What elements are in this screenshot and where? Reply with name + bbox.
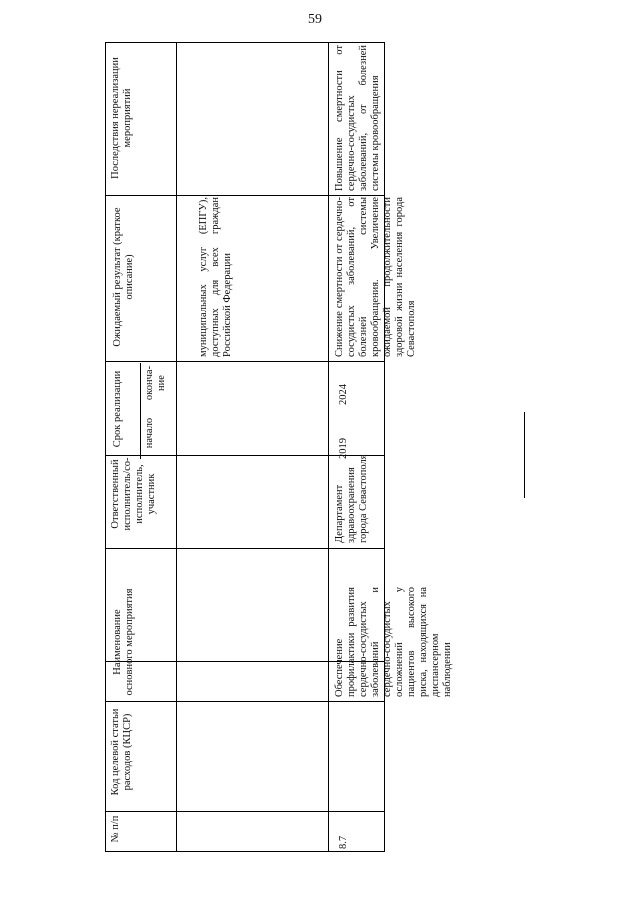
col-sep-consequences bbox=[106, 195, 384, 196]
header-code: Код целевой статьи расходов (КЦСР) bbox=[110, 708, 133, 796]
row-start: 2019 bbox=[338, 438, 349, 459]
header-result: Ожидаемый результат (краткое описание) bbox=[112, 207, 135, 347]
row-end: 2024 bbox=[338, 384, 349, 405]
row-sep-8-7 bbox=[328, 43, 329, 851]
header-term: Срок реализации bbox=[112, 370, 123, 448]
row-num: 8.7 bbox=[338, 835, 349, 849]
continuation-result: муниципальных услуг (ЕПГУ), доступных для всех граждан Российской Федерации bbox=[198, 197, 233, 357]
row-name: Обеспечение профилактики развития сердечно-сосудистых заболеваний и сердечно-сосудистых осложнений у пациентов высокого риска, находящихся на диспансерном наблюдении bbox=[334, 587, 453, 697]
header-name: Наименование основного мероприятия bbox=[112, 588, 135, 696]
page-number: 59 bbox=[308, 12, 322, 27]
header-start: начало bbox=[144, 417, 155, 449]
col-sep-start bbox=[106, 548, 384, 549]
col-sep-name bbox=[106, 701, 384, 702]
measures-table bbox=[105, 42, 453, 852]
header-end: оконча-ние bbox=[144, 365, 167, 401]
row-responsible: Департамент здравоохранения города Севастополя bbox=[334, 454, 369, 543]
row-consequences: Повышение смертности от сердечно-сосудистых заболеваний, от болезней системы кровообращения bbox=[334, 45, 381, 191]
header-responsible: Ответственный исполнитель/со-исполнитель, участник bbox=[110, 457, 157, 531]
margin-line bbox=[524, 412, 525, 498]
header-row-border bbox=[176, 43, 177, 851]
row-result: Снижение смертности от сердечно-сосудистых заболеваний, от болезней системы кровообращения. Увеличение ожидаемой продолжительности здоровой жизни населения города Севастополя bbox=[334, 197, 417, 357]
header-num: № п/п bbox=[110, 815, 121, 843]
header-consequences: Последствия нереализации мероприятий bbox=[110, 57, 133, 179]
